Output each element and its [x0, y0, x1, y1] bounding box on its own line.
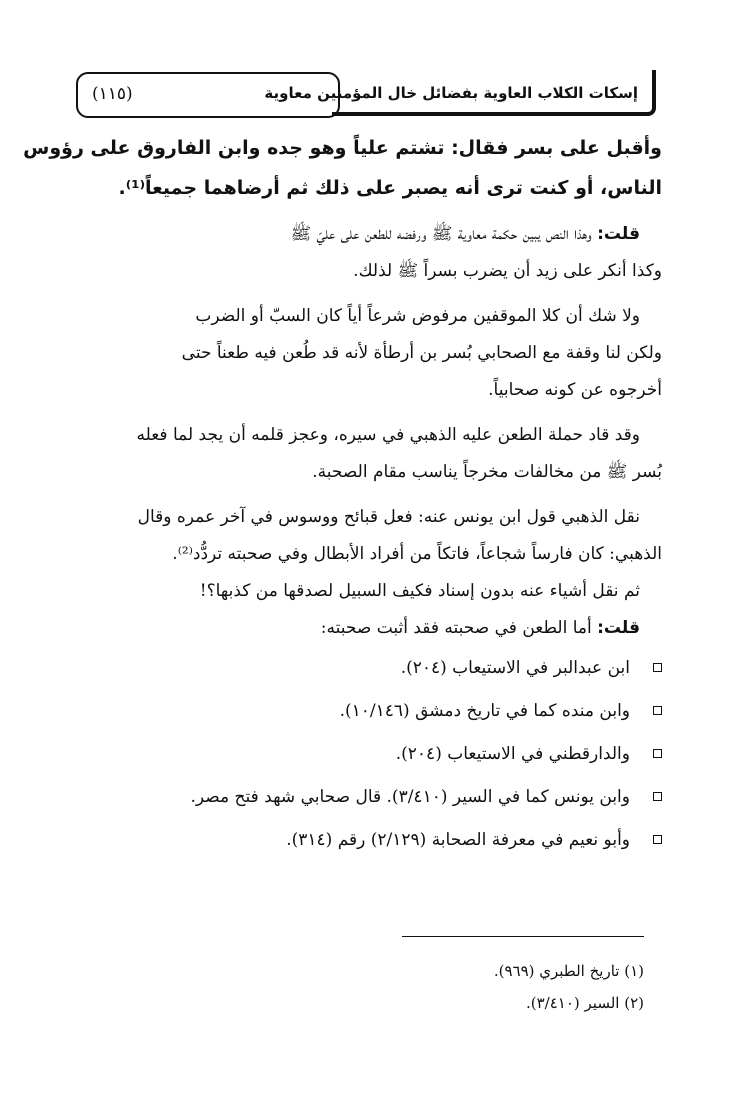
lead-word: قلت: [597, 618, 640, 638]
list-item: والدارقطني في الاستيعاب (٢٠٤). [78, 733, 662, 776]
page-header [76, 70, 656, 120]
text-line: أما الطعن في صحبته فقد أثبت صحبته: [320, 618, 592, 638]
paragraph-4 [78, 417, 662, 491]
square-bullet-icon [653, 706, 662, 715]
page-body [23, 128, 662, 862]
book-title: إسكات الكلاب العاوية بفضائل خال المؤمنين معاوية [264, 84, 638, 102]
source-list [78, 647, 662, 862]
list-item: وابن يونس كما في السير (٣/٤١٠). قال صحابي شهد فتح مصر. [78, 776, 662, 819]
text-line: ولكن لنا وقفة مع الصحابي بُسر بن أرطأة لأنه قد طُعن فيه طعناً حتى [181, 343, 662, 363]
paragraph-1 [23, 128, 662, 208]
text-line: أخرجوه عن كونه صحابياً. [488, 380, 662, 400]
list-item: وأبو نعيم في معرفة الصحابة (٢/١٢٩) رقم (٣١٤). [78, 819, 662, 862]
text-line: بُسر ﷺ من مخالفات مخرجاً يناسب مقام الصحبة. [312, 462, 662, 482]
list-item: ابن عبدالبر في الاستيعاب (٢٠٤). [78, 647, 662, 690]
title-frame [264, 70, 656, 116]
text-line: نقل الذهبي قول ابن يونس عنه: فعل قبائح ووسوس في آخر عمره وقال [137, 507, 640, 527]
paragraph-6 [78, 610, 662, 647]
footnote: (١) تاريخ الطبري (٩٦٩). [493, 962, 644, 980]
footnotes [300, 955, 644, 1019]
list-item: وابن منده كما في تاريخ دمشق (١٠/١٤٦). [78, 690, 662, 733]
text-line: الناس، أو كنت ترى أنه يصبر على ذلك ثم أرضاهما جميعاً⁽¹⁾. [118, 177, 662, 199]
text-line: وكذا أنكر على زيد أن يضرب بسراً ﷺ لذلك. [353, 261, 662, 281]
square-bullet-icon [653, 663, 662, 672]
footnote: (٢) السير (٣/٤١٠). [526, 994, 644, 1012]
page-number-frame [76, 72, 340, 118]
paragraph-3 [78, 298, 662, 409]
paragraph-2 [78, 216, 662, 290]
text-line: الذهبي: كان فارساً شجاعاً، فاتكاً من أفراد الأبطال وفي صحبته تردُّد⁽²⁾. [172, 544, 662, 564]
square-bullet-icon [653, 835, 662, 844]
lead-word: قلت: [597, 224, 640, 244]
text-line: وقد قاد حملة الطعن عليه الذهبي في سيره، وعجز قلمه أن يجد لما فعله [136, 425, 640, 445]
footnote-divider [402, 936, 644, 937]
paragraph-5 [78, 499, 662, 610]
page-number: (١١٥) [92, 84, 133, 104]
square-bullet-icon [653, 749, 662, 758]
square-bullet-icon [653, 792, 662, 801]
text-line: وهذا النص يبين حكمة معاوية ﷺ ورفضه للطعن على عليّ ﷺ [290, 224, 592, 244]
text-line: ولا شك أن كلا الموقفين مرفوض شرعاً أياً كان السبّ أو الضرب [195, 306, 640, 326]
text-line: ثم نقل أشياء عنه بدون إسناد فكيف السبيل لصدقها من كذبها؟! [199, 581, 640, 601]
text-line: وأقبل على بسر فقال: تشتم علياً وهو جده وابن الفاروق على رؤوس [23, 137, 662, 159]
